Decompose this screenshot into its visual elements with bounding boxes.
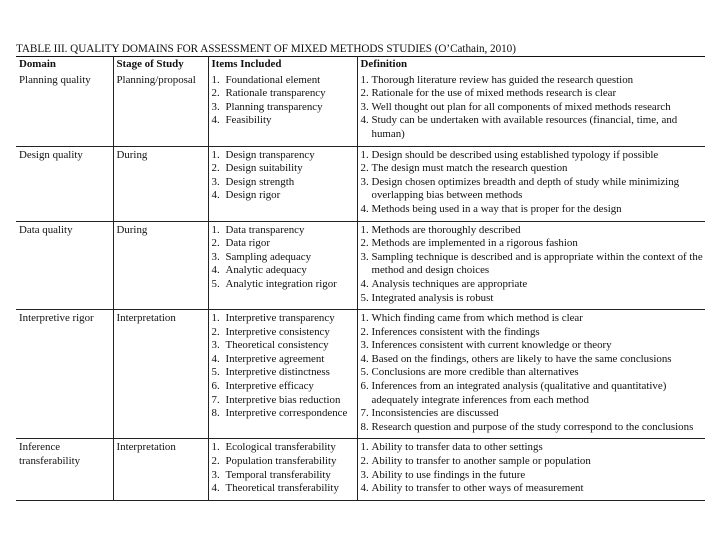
list-text: Interpretive agreement: [225, 352, 325, 365]
item-entry: [212, 482, 357, 496]
definition-entry: [361, 74, 706, 88]
list-number: 4.: [211, 264, 220, 277]
list-text: Design transparency: [225, 148, 315, 161]
list-number: 1.: [360, 148, 369, 161]
item-entry: [212, 149, 357, 163]
item-entry: [212, 394, 357, 408]
list-number: 4.: [360, 114, 369, 127]
definition-entry: [361, 176, 706, 203]
defs-cell: [357, 146, 705, 221]
definition-entry: [361, 312, 706, 326]
item-entry: [212, 251, 357, 265]
table-row: [16, 439, 705, 500]
list-number: 1.: [360, 312, 369, 325]
list-text: Which finding came from which method is clear: [371, 312, 583, 325]
list-text: Planning transparency: [225, 100, 323, 113]
list-number: 4.: [360, 352, 369, 365]
list-number: 2.: [360, 87, 369, 100]
domain-cell: Inference transferability: [16, 439, 113, 500]
item-entry: [212, 114, 357, 128]
item-entry: [212, 278, 357, 292]
table-row: [16, 310, 705, 439]
definition-entry: [361, 278, 706, 292]
list-number: 1.: [360, 223, 369, 236]
item-entry: [212, 87, 357, 101]
list-text: Methods are implemented in a rigorous fashion: [371, 237, 578, 250]
item-entry: [212, 224, 357, 238]
list-text: Data transparency: [225, 223, 305, 236]
list-text: Foundational element: [225, 73, 321, 86]
list-number: 2.: [360, 162, 369, 175]
item-entry: [212, 407, 357, 421]
list-number: 2.: [211, 87, 220, 100]
list-number: 3.: [360, 468, 369, 481]
domain-cell: Design quality: [16, 146, 113, 221]
definition-entry: [361, 482, 706, 496]
definition-entry: [361, 251, 706, 278]
list-number: 4.: [211, 189, 220, 202]
definition-entry: [361, 339, 706, 353]
definition-entry: [361, 237, 706, 251]
domain-cell: Interpretive rigor: [16, 310, 113, 439]
list-text: Analytic adequacy: [225, 264, 307, 277]
list-text: Data rigor: [225, 237, 270, 250]
defs-cell: [357, 310, 705, 439]
defs-list: [361, 441, 706, 495]
list-text: Design rigor: [225, 189, 281, 202]
table-row: [16, 72, 705, 146]
item-entry: [212, 326, 357, 340]
defs-list: [361, 149, 706, 217]
list-number: 3.: [211, 175, 220, 188]
item-entry: [212, 189, 357, 203]
list-number: 1.: [211, 73, 220, 86]
stage-cell: Interpretation: [113, 310, 208, 439]
item-entry: [212, 441, 357, 455]
header-stage: Stage of Study: [113, 57, 208, 72]
list-number: 2.: [360, 237, 369, 250]
list-text: Based on the findings, others are likely to have the same conclusions: [371, 352, 672, 365]
list-text: Thorough literature review has guided the research question: [371, 73, 634, 86]
item-entry: [212, 312, 357, 326]
list-text: Temporal transferability: [225, 468, 331, 481]
list-text: Sampling adequacy: [225, 250, 312, 263]
definition-entry: [361, 366, 706, 380]
list-text: Rationale for the use of mixed methods research is clear: [371, 87, 617, 100]
list-number: 4.: [211, 482, 220, 495]
list-text: Ecological transferability: [225, 441, 336, 454]
list-number: 2.: [211, 325, 220, 338]
list-number: 1.: [211, 441, 220, 454]
list-number: 4.: [360, 277, 369, 290]
defs-list: [361, 74, 706, 142]
list-text: Sampling technique is described and is appropriate within the context of the method and design choices: [371, 250, 703, 277]
definition-entry: [361, 469, 706, 483]
list-number: 5.: [360, 291, 369, 304]
items-list: [212, 441, 357, 495]
defs-cell: [357, 221, 705, 310]
stage-cell: Planning/proposal: [113, 72, 208, 146]
defs-list: [361, 312, 706, 434]
definition-entry: [361, 407, 706, 421]
list-number: 3.: [360, 250, 369, 263]
list-text: Ability to transfer data to other settings: [371, 441, 543, 454]
items-cell: [208, 439, 357, 500]
list-text: Interpretive correspondence: [225, 407, 348, 420]
list-text: Population transferability: [225, 455, 337, 468]
definition-entry: [361, 441, 706, 455]
list-text: Well thought out plan for all components of mixed methods research: [371, 100, 671, 113]
items-list: [212, 74, 357, 128]
stage-cell: During: [113, 146, 208, 221]
definition-entry: [361, 455, 706, 469]
list-number: 3.: [360, 175, 369, 188]
list-text: Ability to use findings in the future: [371, 468, 526, 481]
item-entry: [212, 339, 357, 353]
table-caption: TABLE III. QUALITY DOMAINS FOR ASSESSMENT OF MIXED METHODS STUDIES (O’Cathain, 2010): [16, 43, 516, 55]
item-entry: [212, 237, 357, 251]
list-text: Methods are thoroughly described: [371, 223, 521, 236]
list-number: 3.: [360, 339, 369, 352]
definition-entry: [361, 149, 706, 163]
list-number: 3.: [211, 250, 220, 263]
items-list: [212, 312, 357, 421]
list-number: 8.: [211, 407, 220, 420]
table-row: [16, 146, 705, 221]
list-number: 3.: [211, 100, 220, 113]
list-text: Ability to transfer to another sample or population: [371, 455, 591, 468]
items-cell: [208, 72, 357, 146]
items-cell: [208, 310, 357, 439]
list-number: 5.: [211, 366, 220, 379]
list-number: 3.: [211, 339, 220, 352]
item-entry: [212, 264, 357, 278]
list-text: Ability to transfer to other ways of measurement: [371, 482, 584, 495]
list-number: 7.: [211, 393, 220, 406]
definition-entry: [361, 101, 706, 115]
items-cell: [208, 146, 357, 221]
item-entry: [212, 176, 357, 190]
list-number: 2.: [360, 455, 369, 468]
list-text: Interpretive distinctness: [225, 366, 330, 379]
list-text: Design chosen optimizes breadth and depth of study while minimizing overlapping bias between methods: [371, 175, 680, 202]
list-number: 3.: [211, 468, 220, 481]
item-entry: [212, 455, 357, 469]
list-text: Inferences from an integrated analysis (qualitative and quantitative) adequately integrate inferences from each method: [371, 380, 667, 406]
list-number: 6.: [360, 380, 369, 393]
list-number: 2.: [211, 162, 220, 175]
item-entry: [212, 469, 357, 483]
list-text: Inferences consistent with the findings: [371, 325, 540, 338]
list-number: 1.: [211, 312, 220, 325]
header-definition: Definition: [357, 57, 705, 72]
list-number: 5.: [360, 366, 369, 379]
definition-entry: [361, 326, 706, 340]
item-entry: [212, 366, 357, 380]
item-entry: [212, 353, 357, 367]
stage-cell: During: [113, 221, 208, 310]
list-number: 1.: [360, 441, 369, 454]
list-number: 2.: [211, 455, 220, 468]
definition-entry: [361, 380, 706, 407]
list-number: 1.: [211, 148, 220, 161]
list-number: 4.: [360, 202, 369, 215]
list-text: Inferences consistent with current knowledge or theory: [371, 339, 612, 352]
list-text: Analysis techniques are appropriate: [371, 277, 528, 290]
items-cell: [208, 221, 357, 310]
list-text: Design suitability: [225, 162, 303, 175]
stage-cell: Interpretation: [113, 439, 208, 500]
item-entry: [212, 162, 357, 176]
header-domain: Domain: [16, 57, 113, 72]
list-text: Feasibility: [225, 114, 272, 127]
definition-entry: [361, 224, 706, 238]
list-text: Interpretive transparency: [225, 312, 335, 325]
definition-entry: [361, 87, 706, 101]
definition-entry: [361, 292, 706, 306]
list-text: Methods being used in a way that is proper for the design: [371, 202, 622, 215]
domain-cell: Data quality: [16, 221, 113, 310]
list-text: Analytic integration rigor: [225, 277, 337, 290]
list-text: Inconsistencies are discussed: [371, 407, 499, 420]
list-number: 8.: [360, 420, 369, 433]
list-number: 6.: [211, 380, 220, 393]
item-entry: [212, 101, 357, 115]
quality-domains-table: [16, 56, 705, 501]
list-number: 2.: [211, 237, 220, 250]
list-text: Rationale transparency: [225, 87, 326, 100]
list-text: Integrated analysis is robust: [371, 291, 494, 304]
defs-cell: [357, 72, 705, 146]
item-entry: [212, 380, 357, 394]
domain-cell: Planning quality: [16, 72, 113, 146]
definition-entry: [361, 114, 706, 141]
list-text: Interpretive consistency: [225, 325, 330, 338]
list-number: 3.: [360, 100, 369, 113]
list-text: Study can be undertaken with available resources (financial, time, and human): [371, 114, 678, 140]
list-text: Interpretive efficacy: [225, 380, 314, 393]
list-number: 1.: [211, 223, 220, 236]
definition-entry: [361, 203, 706, 217]
items-list: [212, 149, 357, 203]
list-text: Design should be described using established typology if possible: [371, 148, 659, 161]
list-text: Interpretive bias reduction: [225, 393, 341, 406]
list-number: 4.: [211, 352, 220, 365]
list-text: Theoretical consistency: [225, 339, 329, 352]
table-row: [16, 221, 705, 310]
defs-cell: [357, 439, 705, 500]
table-header-row: [16, 57, 705, 72]
header-items: Items Included: [208, 57, 357, 72]
list-text: The design must match the research question: [371, 162, 568, 175]
defs-list: [361, 224, 706, 306]
definition-entry: [361, 162, 706, 176]
list-text: Conclusions are more credible than alternatives: [371, 366, 579, 379]
list-text: Research question and purpose of the study correspond to the conclusions: [371, 420, 694, 433]
list-number: 4.: [360, 482, 369, 495]
list-number: 7.: [360, 407, 369, 420]
list-text: Theoretical transferability: [225, 482, 339, 495]
list-text: Design strength: [225, 175, 295, 188]
item-entry: [212, 74, 357, 88]
definition-entry: [361, 421, 706, 435]
list-number: 1.: [360, 73, 369, 86]
list-number: 2.: [360, 325, 369, 338]
list-number: 5.: [211, 277, 220, 290]
list-number: 4.: [211, 114, 220, 127]
definition-entry: [361, 353, 706, 367]
items-list: [212, 224, 357, 292]
